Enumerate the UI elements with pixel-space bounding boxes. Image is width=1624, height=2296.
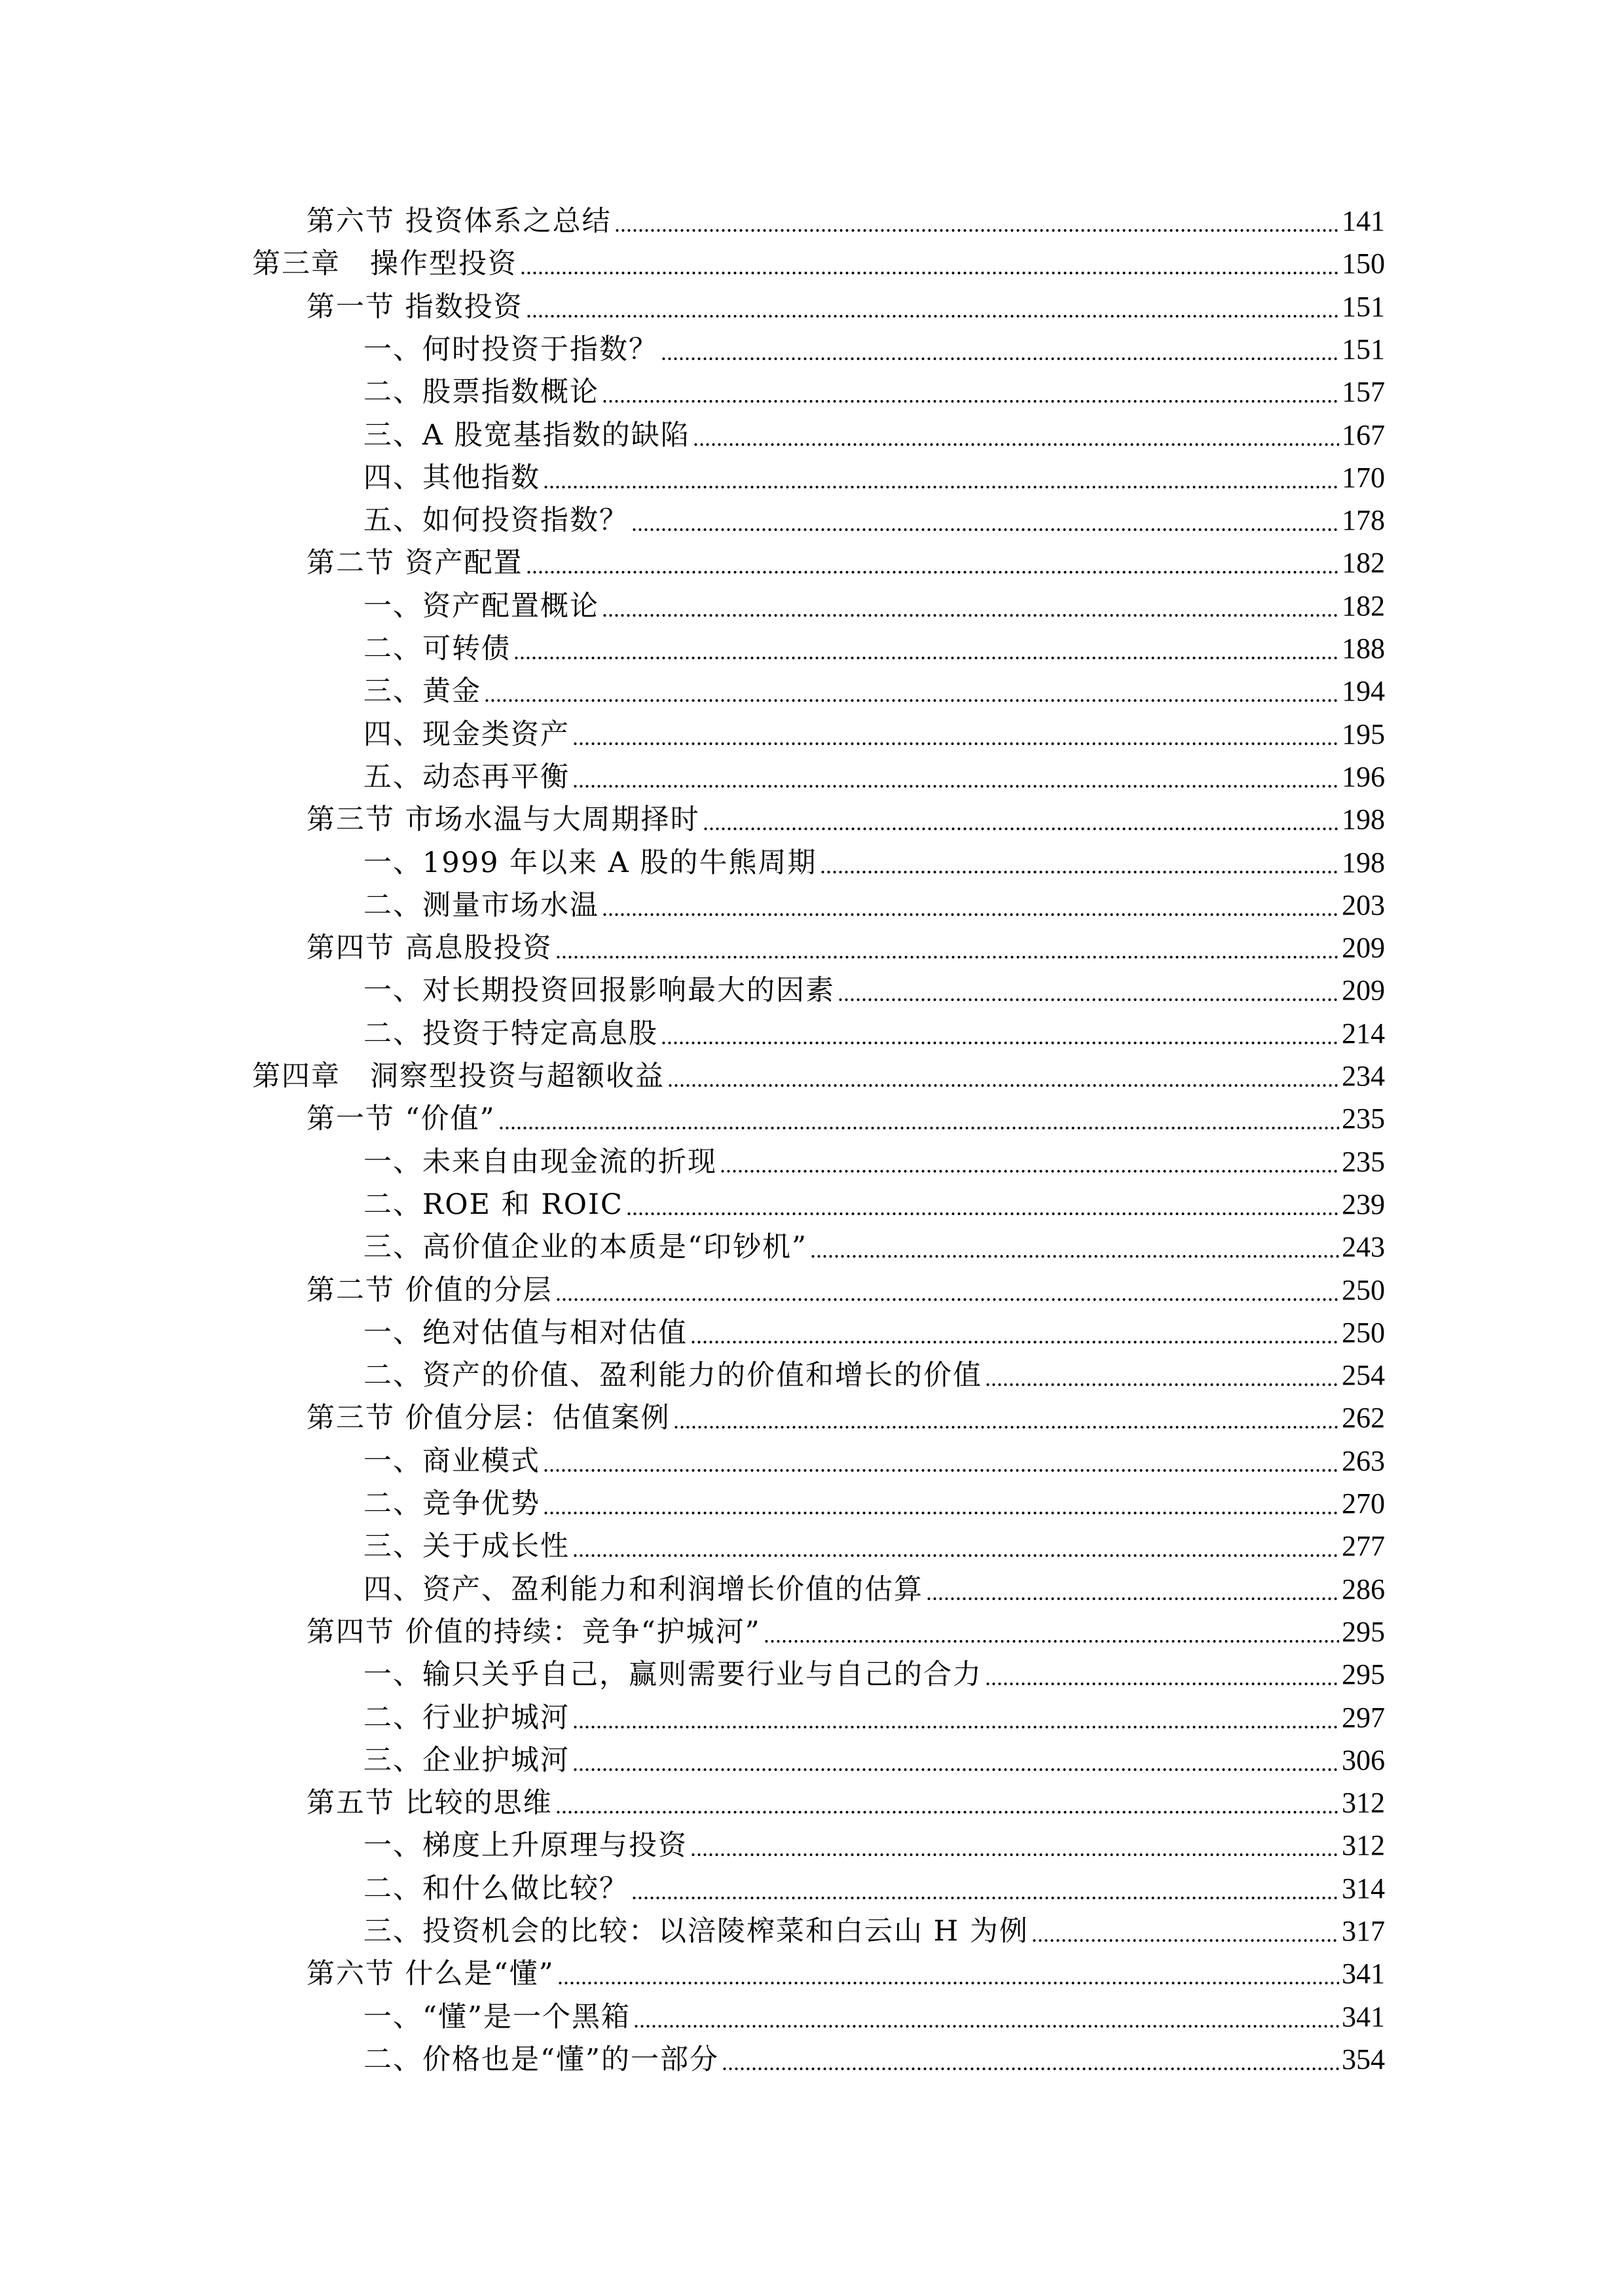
toc-dot-leader xyxy=(673,1425,1339,1430)
toc-entry-page-number: 209 xyxy=(1342,932,1385,964)
toc-entry-page-number: 198 xyxy=(1342,803,1385,835)
toc-entry[interactable] xyxy=(363,710,1385,753)
toc-entry-page-number: 141 xyxy=(1342,205,1385,237)
toc-dot-leader xyxy=(543,1510,1339,1516)
toc-entry[interactable] xyxy=(306,795,1385,838)
toc-entry-page-number: 306 xyxy=(1342,1744,1385,1776)
toc-dot-leader xyxy=(526,314,1339,319)
toc-entry-page-number: 151 xyxy=(1342,291,1385,323)
toc-entry-page-number: 150 xyxy=(1342,247,1385,280)
toc-entry[interactable] xyxy=(363,1009,1385,1052)
toc-entry[interactable] xyxy=(306,923,1385,966)
toc-entry-title: 二、测量市场水温 xyxy=(363,889,599,922)
toc-entry-page-number: 263 xyxy=(1342,1445,1385,1477)
toc-entry-title: 一、绝对估值与相对估值 xyxy=(363,1317,688,1349)
toc-entry[interactable] xyxy=(363,1351,1385,1394)
toc-entry-title: 一、何时投资于指数？ xyxy=(363,333,658,366)
toc-entry-title: 第四节 价值的持续：竞争“护城河” xyxy=(306,1616,761,1649)
toc-entry[interactable] xyxy=(363,838,1385,881)
toc-dot-leader xyxy=(693,442,1339,447)
toc-dot-leader xyxy=(555,955,1339,960)
toc-entry[interactable] xyxy=(306,1607,1385,1650)
toc-entry-title: 三、黄金 xyxy=(363,675,481,708)
toc-entry-title: 三、高价值企业的本质是“印钞机” xyxy=(363,1231,807,1264)
toc-entry[interactable] xyxy=(306,1266,1385,1309)
toc-dot-leader xyxy=(543,1468,1339,1473)
toc-dot-leader xyxy=(661,356,1339,361)
toc-entry-title: 一、输只关乎自己，赢则需要行业与自己的合力 xyxy=(363,1658,982,1691)
toc-dot-leader xyxy=(722,2066,1339,2071)
toc-entry[interactable] xyxy=(363,1565,1385,1608)
toc-entry[interactable] xyxy=(363,624,1385,667)
toc-entry[interactable] xyxy=(363,1137,1385,1180)
toc-entry[interactable] xyxy=(363,1693,1385,1736)
toc-entry-page-number: 312 xyxy=(1342,1787,1385,1819)
toc-entry-page-number: 157 xyxy=(1342,376,1385,408)
toc-entry[interactable] xyxy=(363,1650,1385,1693)
toc-entry[interactable] xyxy=(363,1992,1385,2035)
toc-entry-page-number: 182 xyxy=(1342,547,1385,579)
toc-entry-page-number: 314 xyxy=(1342,1872,1385,1904)
toc-entry-title: 三、A 股宽基指数的缺陷 xyxy=(363,419,690,452)
toc-entry-title: 三、关于成长性 xyxy=(363,1530,570,1563)
toc-entry-title: 五、如何投资指数？ xyxy=(363,504,629,537)
toc-entry-title: 二、竞争优势 xyxy=(363,1487,540,1520)
toc-dot-leader xyxy=(572,1553,1339,1558)
toc-dot-leader xyxy=(572,1724,1339,1730)
toc-dot-leader xyxy=(631,527,1339,532)
toc-entry-page-number: 239 xyxy=(1342,1188,1385,1220)
toc-entry[interactable] xyxy=(363,581,1385,625)
toc-dot-leader xyxy=(661,1040,1339,1046)
toc-dot-leader xyxy=(667,1083,1339,1088)
toc-entry-page-number: 188 xyxy=(1342,632,1385,665)
toc-dot-leader xyxy=(690,1339,1339,1345)
toc-dot-leader xyxy=(1031,1938,1339,1943)
toc-entry-page-number: 151 xyxy=(1342,333,1385,365)
toc-entry[interactable] xyxy=(363,1436,1385,1480)
toc-entry-page-number: 167 xyxy=(1342,419,1385,451)
toc-entry-title: 第三节 市场水温与大周期择时 xyxy=(306,803,700,836)
toc-entry-page-number: 178 xyxy=(1342,504,1385,536)
toc-entry-page-number: 286 xyxy=(1342,1573,1385,1605)
toc-entry-page-number: 198 xyxy=(1342,847,1385,879)
toc-entry[interactable] xyxy=(363,966,1385,1009)
toc-entry-title: 第四章 洞察型投资与超额收益 xyxy=(252,1060,665,1093)
toc-entry[interactable] xyxy=(363,410,1385,454)
toc-entry-title: 第六节 投资体系之总结 xyxy=(306,205,612,238)
toc-dot-leader xyxy=(720,1169,1339,1174)
toc-dot-leader xyxy=(985,1681,1339,1686)
toc-entry-title: 第五节 比较的思维 xyxy=(306,1787,553,1819)
toc-entry[interactable] xyxy=(363,1864,1385,1907)
toc-dot-leader xyxy=(633,2024,1339,2029)
toc-entry-page-number: 182 xyxy=(1342,590,1385,622)
toc-entry[interactable] xyxy=(306,282,1385,325)
toc-entry[interactable] xyxy=(363,325,1385,368)
toc-entry-page-number: 262 xyxy=(1342,1402,1385,1434)
toc-entry[interactable] xyxy=(363,1821,1385,1864)
toc-dot-leader xyxy=(631,1895,1339,1901)
toc-entry-page-number: 312 xyxy=(1342,1829,1385,1861)
toc-dot-leader xyxy=(498,1125,1339,1131)
toc-entry-title: 四、资产、盈利能力和利润增长价值的估算 xyxy=(363,1573,923,1606)
toc-entry-title: 三、投资机会的比较：以涪陵榨菜和白云山 H 为例 xyxy=(363,1915,1029,1948)
toc-entry-page-number: 317 xyxy=(1342,1915,1385,1947)
toc-dot-leader xyxy=(543,484,1339,490)
toc-entry-title: 二、ROE 和 ROIC xyxy=(363,1188,623,1221)
toc-entry-title: 二、行业护城河 xyxy=(363,1702,570,1734)
toc-entry-page-number: 235 xyxy=(1342,1146,1385,1178)
toc-entry-title: 第二节 价值的分层 xyxy=(306,1274,553,1307)
toc-entry-page-number: 254 xyxy=(1342,1359,1385,1391)
toc-entry-title: 一、梯度上升原理与投资 xyxy=(363,1829,688,1862)
toc-dot-leader xyxy=(555,1810,1339,1815)
toc-entry-title: 一、“懂”是一个黑箱 xyxy=(363,2001,631,2033)
toc-entry-page-number: 209 xyxy=(1342,974,1385,1006)
toc-entry-page-number: 235 xyxy=(1342,1102,1385,1135)
toc-entry-title: 四、现金类资产 xyxy=(363,718,570,751)
toc-entry[interactable] xyxy=(363,666,1385,710)
toc-entry-page-number: 341 xyxy=(1342,1958,1385,1990)
toc-entry-title: 二、价格也是“懂”的一部分 xyxy=(363,2043,719,2076)
toc-entry[interactable] xyxy=(252,1051,1385,1095)
toc-entry-title: 第六节 什么是“懂” xyxy=(306,1958,555,1990)
toc-entry-title: 一、资产配置概论 xyxy=(363,590,599,623)
toc-dot-leader xyxy=(810,1254,1339,1259)
toc-entry-title: 二、资产的价值、盈利能力的价值和增长的价值 xyxy=(363,1359,982,1392)
toc-dot-leader xyxy=(926,1596,1339,1601)
toc-dot-leader xyxy=(602,399,1339,404)
toc-dot-leader xyxy=(820,869,1340,875)
toc-dot-leader xyxy=(572,1767,1339,1772)
toc-entry-page-number: 250 xyxy=(1342,1317,1385,1349)
toc-entry[interactable] xyxy=(363,453,1385,496)
toc-entry-title: 第一节 “价值” xyxy=(306,1102,496,1135)
toc-entry[interactable] xyxy=(363,1180,1385,1223)
toc-entry[interactable] xyxy=(306,1778,1385,1821)
toc-dot-leader xyxy=(838,997,1339,1002)
toc-entry-title: 一、未来自由现金流的折现 xyxy=(363,1146,717,1178)
toc-entry-page-number: 341 xyxy=(1342,2001,1385,2033)
toc-entry-page-number: 250 xyxy=(1342,1274,1385,1306)
toc-dot-leader xyxy=(572,784,1339,789)
toc-entry[interactable] xyxy=(306,1949,1385,1992)
toc-entry[interactable] xyxy=(306,1393,1385,1436)
toc-entry-page-number: 277 xyxy=(1342,1530,1385,1562)
toc-entry-title: 第二节 资产配置 xyxy=(306,547,523,579)
toc-entry-title: 五、动态再平衡 xyxy=(363,761,570,793)
toc-dot-leader xyxy=(572,741,1339,746)
toc-entry-title: 二、投资于特定高息股 xyxy=(363,1017,658,1050)
toc-entry-page-number: 295 xyxy=(1342,1658,1385,1690)
toc-entry[interactable] xyxy=(363,1222,1385,1266)
toc-entry-page-number: 270 xyxy=(1342,1487,1385,1520)
toc-entry-title: 四、其他指数 xyxy=(363,462,540,494)
toc-entry[interactable] xyxy=(363,496,1385,539)
toc-dot-leader xyxy=(614,228,1339,233)
toc-entry-page-number: 214 xyxy=(1342,1017,1385,1049)
toc-dot-leader xyxy=(690,1852,1339,1857)
toc-entry[interactable] xyxy=(363,881,1385,924)
toc-entry[interactable] xyxy=(363,2035,1385,2078)
toc-dot-leader xyxy=(513,655,1339,661)
toc-entry-page-number: 295 xyxy=(1342,1616,1385,1648)
toc-entry-page-number: 297 xyxy=(1342,1702,1385,1734)
toc-entry-page-number: 196 xyxy=(1342,761,1385,793)
toc-entry-page-number: 234 xyxy=(1342,1060,1385,1092)
toc-dot-leader xyxy=(985,1382,1339,1387)
toc-entry-page-number: 194 xyxy=(1342,675,1385,707)
toc-entry-page-number: 170 xyxy=(1342,462,1385,494)
toc-entry[interactable] xyxy=(363,1522,1385,1565)
toc-dot-leader xyxy=(602,613,1339,618)
toc-entry[interactable] xyxy=(306,538,1385,581)
toc-entry-title: 第一节 指数投资 xyxy=(306,291,523,323)
toc-entry[interactable] xyxy=(363,1308,1385,1351)
toc-dot-leader xyxy=(557,1980,1339,1986)
toc-entry-title: 三、企业护城河 xyxy=(363,1744,570,1777)
toc-entry-title: 第三章 操作型投资 xyxy=(252,247,517,280)
toc-entry-title: 二、可转债 xyxy=(363,632,511,665)
toc-entry-title: 一、对长期投资回报影响最大的因素 xyxy=(363,974,835,1007)
toc-entry[interactable] xyxy=(252,239,1385,282)
toc-dot-leader xyxy=(484,698,1339,703)
toc-entry-title: 第三节 价值分层：估值案例 xyxy=(306,1402,671,1434)
toc-dot-leader xyxy=(555,1297,1339,1302)
toc-entry[interactable] xyxy=(306,1094,1385,1137)
toc-dot-leader xyxy=(764,1639,1339,1644)
toc-entry-title: 二、股票指数概论 xyxy=(363,376,599,409)
toc-entry[interactable] xyxy=(363,752,1385,795)
toc-entry-page-number: 354 xyxy=(1342,2043,1385,2075)
toc-entry-page-number: 243 xyxy=(1342,1231,1385,1263)
toc-entry-title: 一、1999 年以来 A 股的牛熊周期 xyxy=(363,847,817,879)
toc-entry-title: 二、和什么做比较？ xyxy=(363,1872,629,1905)
toc-entry-title: 一、商业模式 xyxy=(363,1445,540,1478)
toc-entry-title: 第四节 高息股投资 xyxy=(306,932,553,964)
toc-entry[interactable] xyxy=(363,1736,1385,1779)
toc-dot-leader xyxy=(626,1211,1339,1216)
toc-entry[interactable] xyxy=(363,1906,1385,1950)
toc-entry[interactable] xyxy=(363,367,1385,410)
toc-entry-page-number: 203 xyxy=(1342,889,1385,921)
toc-dot-leader xyxy=(602,912,1339,917)
toc-dot-leader xyxy=(526,570,1339,575)
toc-entry[interactable] xyxy=(306,196,1385,240)
toc-dot-leader xyxy=(703,826,1339,831)
toc-dot-leader xyxy=(520,270,1339,276)
toc-entry[interactable] xyxy=(363,1479,1385,1522)
toc-entry-page-number: 195 xyxy=(1342,718,1385,750)
